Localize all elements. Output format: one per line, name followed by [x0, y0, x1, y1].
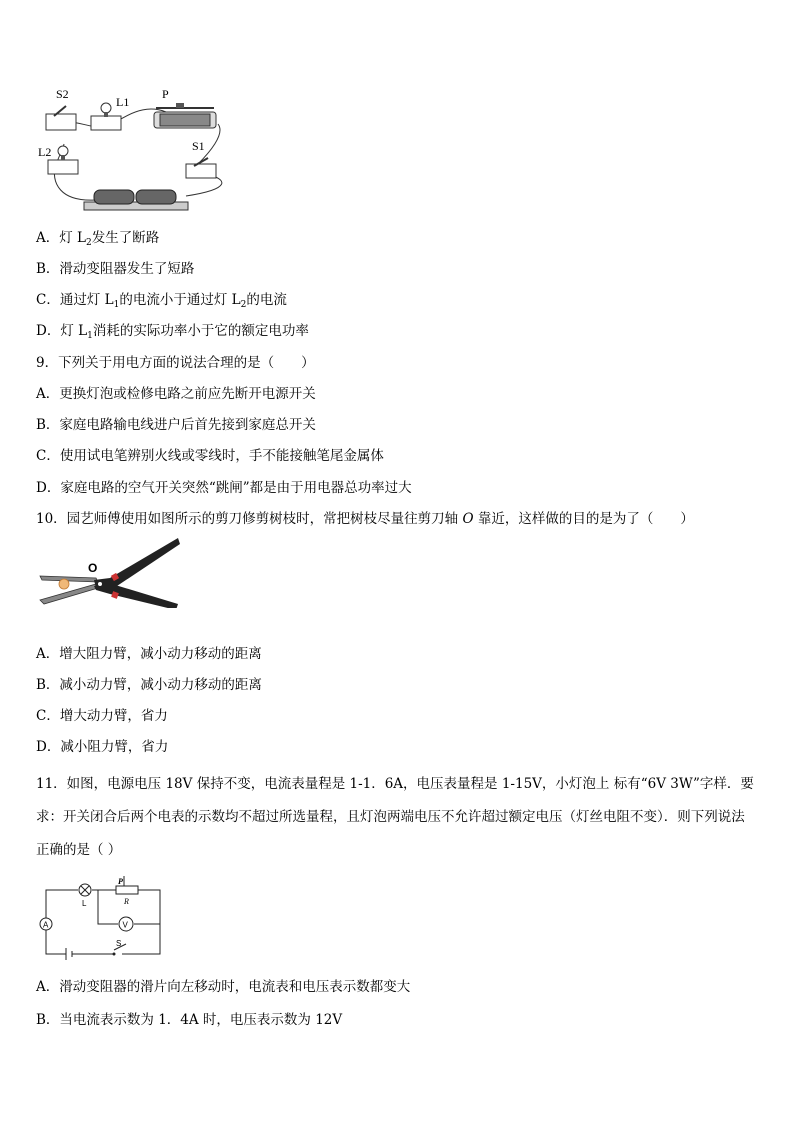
label-voltmeter: V — [122, 920, 128, 930]
q8-option-d: D．灯 $L_1$消耗的实际功率小于它的额定电功率 — [36, 323, 309, 341]
label-slider: P — [118, 877, 123, 886]
q10-option-d: D．减小阻力臂，省力 — [36, 739, 169, 755]
q9-option-a: A．更换灯泡或检修电路之前应先断开电源开关 — [36, 386, 316, 402]
q9-option-d: D．家庭电路的空气开关突然“跳闸”都是由于用电器总功率过大 — [36, 480, 412, 496]
label-switch: S — [116, 939, 122, 948]
q11-option-b: B．当电流表示数为 1．4A 时，电压表示数为 12V — [36, 1012, 343, 1028]
label-lamp: L — [82, 899, 87, 908]
label-l2: L2 — [38, 145, 52, 159]
q10-option-b: B．减小动力臂，减小动力移动的距离 — [36, 677, 262, 693]
shears-figure — [36, 536, 186, 608]
q8-option-c: C．通过灯 $L_1$的电流小于通过灯 $L_2$的电流 — [36, 292, 287, 310]
label-p: P — [162, 87, 169, 101]
q9-option-b: B．家庭电路输电线进户后首先接到家庭总开关 — [36, 417, 316, 433]
label-rheostat: R — [124, 897, 129, 906]
q8-option-b: B．滑动变阻器发生了短路 — [36, 261, 195, 277]
q10-option-a: A．增大阻力臂，减小动力移动的距离 — [36, 646, 262, 662]
q11-option-a: A．滑动变阻器的滑片向左移动时，电流表和电压表示数都变大 — [36, 979, 411, 995]
label-s2: S2 — [56, 87, 69, 101]
label-l1: L1 — [116, 95, 130, 109]
label-s1: S1 — [192, 139, 205, 153]
q8-option-a: A．灯 $L_2$发生了断路 — [36, 230, 160, 248]
q11-stem: 11．如图，电源电压 18V 保持不变，电流表量程是 1-1．6A，电压表量程是 1-15V，小灯泡上 标有“6V 3W”字样．要求：开关闭合后两个电表的示数均不超过所选量程，且灯泡两端电压不允许超过额定电压（灯丝电阻不变）．则下列说法正确的是（ ） — [36, 776, 754, 858]
q10-stem: 10．园艺师傅使用如图所示的剪刀修剪树枝时，常把树枝尽量往剪刀轴 O 靠近，这样做的目的是为了（ ） — [36, 511, 694, 527]
q10-option-c: C．增大动力臂，省力 — [36, 708, 168, 724]
q9-option-c: C．使用试电笔辨别火线或零线时，手不能接触笔尾金属体 — [36, 448, 384, 464]
circuit-diagram-figure — [36, 874, 168, 960]
label-ammeter: A — [43, 920, 49, 930]
circuit-apparatus-figure — [36, 84, 236, 216]
label-o: O — [88, 561, 98, 575]
q9-stem: 9．下列关于用电方面的说法合理的是（ ） — [36, 355, 315, 371]
